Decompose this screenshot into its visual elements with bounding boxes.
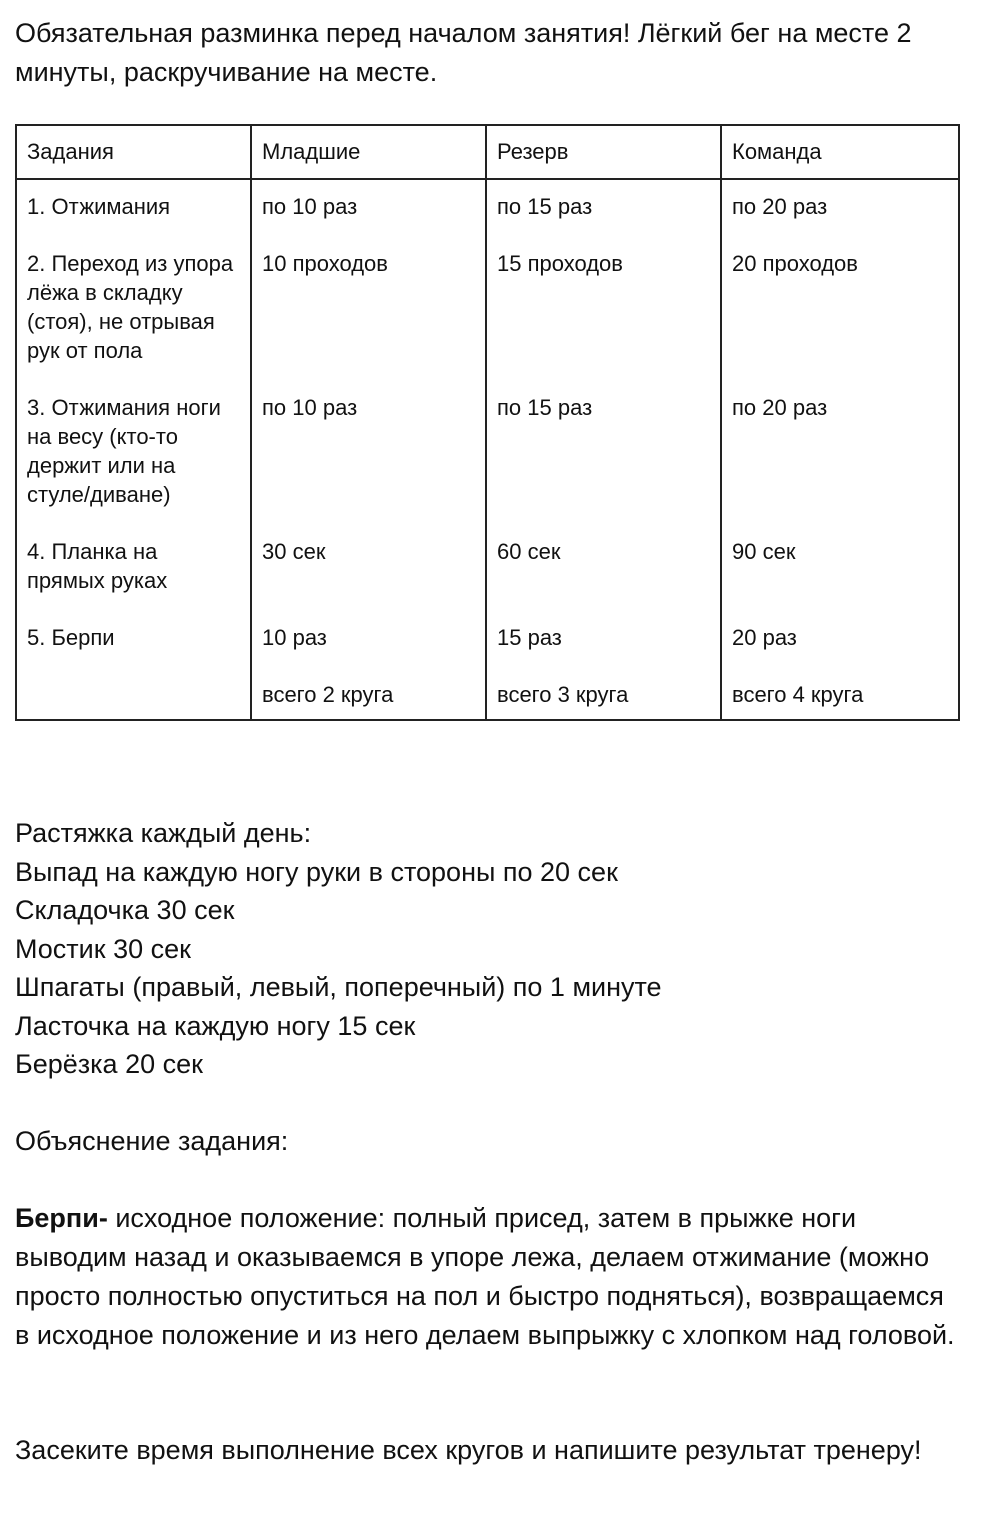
juniors-cell: по 10 раз [251,179,486,235]
team-cell: 90 сек [721,523,959,609]
juniors-cell: 10 раз [251,609,486,666]
juniors-cell: 30 сек [251,523,486,609]
burpee-term: Берпи- [15,1203,108,1233]
team-total-cell: всего 4 круга [721,666,959,720]
list-item: Ласточка на каждую ногу 15 сек [15,1010,416,1041]
table-row [16,523,959,609]
juniors-cell: 10 проходов [251,235,486,379]
exercise-table [15,124,960,721]
intro-paragraph: Обязательная разминка перед началом занятия! Лёгкий бег на месте 2 минуты, раскручивание на месте. [15,18,912,87]
table-row [16,179,959,235]
task-cell [16,666,251,720]
reserve-cell: 15 раз [486,609,721,666]
list-item: Складочка 30 сек [15,895,235,925]
reserve-cell: 60 сек [486,523,721,609]
stretching-list [15,814,965,1084]
table-header-row [16,125,959,179]
task-cell: 4. Планка на прямых руках [16,523,251,609]
explanation-title: Объяснение задания: [15,1126,289,1156]
reserve-cell: по 15 раз [486,179,721,235]
stretching-title: Растяжка каждый день: [15,818,312,848]
reserve-total-cell: всего 3 круга [486,666,721,720]
task-cell: 3. Отжимания ноги на весу (кто-то держит или на стуле/диване) [16,379,251,523]
list-item: Выпад на каждую ногу руки в стороны по 20 сек [15,856,618,887]
header-reserve: Резерв [486,125,721,179]
table-total-row [16,666,959,720]
list-item: Берёзка 20 сек [15,1049,203,1079]
task-cell: 1. Отжимания [16,179,251,235]
reserve-cell: по 15 раз [486,379,721,523]
list-item: Мостик 30 сек [15,933,191,964]
burpee-description: исходное положение: полный присед, затем в прыжке ноги выводим назад и оказываемся в упоре лежа, делаем отжимание (можно просто полностью опуститься на пол и быстро подняться), возвращаемся в исходное положение и из него делаем выпрыжку с хлопком над головой. [15,1203,955,1350]
task-cell: 2. Переход из упора лёжа в складку (стоя), не отрывая рук от пола [16,235,251,379]
team-cell: по 20 раз [721,179,959,235]
header-juniors: Младшие [251,125,486,179]
task-cell: 5. Берпи [16,609,251,666]
team-cell: 20 раз [721,609,959,666]
team-cell: по 20 раз [721,379,959,523]
juniors-cell: по 10 раз [251,379,486,523]
team-cell: 20 проходов [721,235,959,379]
table-row [16,379,959,523]
header-team: Команда [721,125,959,179]
table-row [16,609,959,666]
header-tasks: Задания [16,125,251,179]
reserve-cell: 15 проходов [486,235,721,379]
burpee-explanation [15,1199,965,1355]
juniors-total-cell: всего 2 круга [251,666,486,720]
closing-instruction: Засеките время выполнение всех кругов и напишите результат тренеру! [15,1435,922,1465]
list-item: Шпагаты (правый, левый, поперечный) по 1 минуте [15,972,662,1002]
table-row [16,235,959,379]
